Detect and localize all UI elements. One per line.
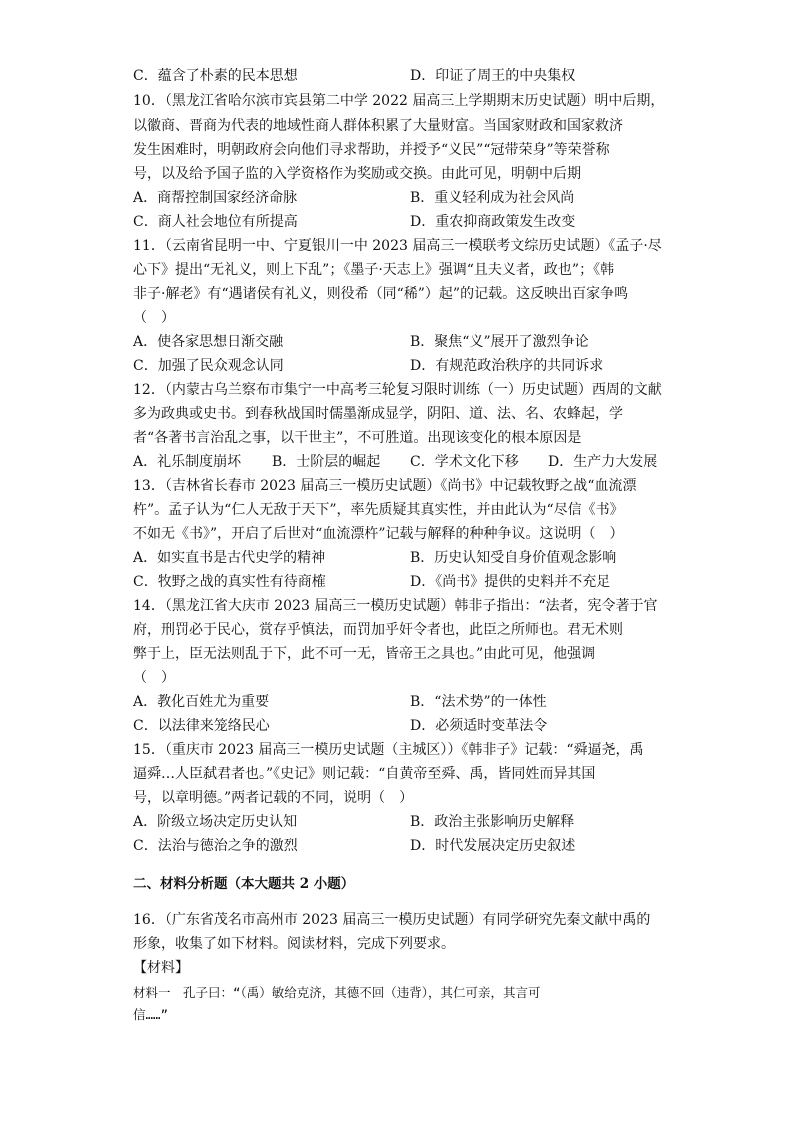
q11-option-c: C．加强了民众观念认同 bbox=[133, 358, 284, 374]
q15-stem-line-1: 15．（重庆市 2023 届高三一模历史试题（主城区））《韩非子》记载：“舜逼尧，禹 bbox=[133, 742, 644, 758]
q15-option-b: B．政治主张影响历史解释 bbox=[410, 814, 575, 830]
q10-option-c: C．商人社会地位有所提高 bbox=[133, 214, 298, 230]
q9-option-c: C．蕴含了朴素的民本思想 bbox=[133, 68, 298, 84]
q16-material-line-2: 信……” bbox=[133, 1007, 169, 1022]
q14-option-a: A．教化百姓尤为重要 bbox=[133, 694, 270, 710]
q13-stem-line-3: 不如无《书》”，开启了后世对“血流漂杵”记载与解释的种种争议。这说明（ ） bbox=[133, 526, 624, 542]
q11-stem-line-3: 非子·解老》有“遇诸侯有礼义，则役希（同“稀”）起”的记载。这反映出百家争鸣 bbox=[133, 286, 629, 302]
q14-stem-line-2: 府，刑罚必于民心，赏存乎慎法，而罚加乎奸令者也，此臣之所师也。君无术则 bbox=[133, 622, 623, 638]
q14-option-b: B．“法术势”的一体性 bbox=[410, 694, 547, 710]
q11-stem-line-1: 11．（云南省昆明一中、宁夏银川一中 2023 届高三一模联考文综历史试题）《孟子·尽 bbox=[133, 238, 662, 254]
q14-stem-line-1: 14．（黑龙江省大庆市 2023 届高三一模历史试题）韩非子指出：“法者，宪令著于官 bbox=[133, 598, 658, 614]
q13-stem-line-2: 杵”。孟子认为“仁人无敌于天下”，率先质疑其真实性，并由此认为“尽信《书》 bbox=[133, 502, 624, 518]
q10-option-a: A．商帮控制国家经济命脉 bbox=[133, 190, 298, 206]
q15-option-d: D．时代发展决定历史叙述 bbox=[410, 838, 576, 854]
q15-stem-line-3: 号，以章明德。”两者记载的不同，说明（ ） bbox=[133, 790, 414, 806]
q10-stem-line-4: 号，以及给予国子监的入学资格作为奖励或交换。由此可见，明朝中后期 bbox=[133, 166, 581, 182]
q13-option-b: B．历史认知受自身价值观念影响 bbox=[410, 550, 617, 566]
q14-option-c: C．以法律来笼络民心 bbox=[133, 718, 270, 734]
q15-option-a: A．阶级立场决定历史认知 bbox=[133, 814, 298, 830]
q16-stem-line-1: 16．（广东省茂名市高州市 2023 届高三一模历史试题）有同学研究先秦文献中禹的 bbox=[133, 912, 651, 928]
q16-stem-line-2: 形象，收集了如下材料。阅读材料，完成下列要求。 bbox=[133, 936, 455, 952]
q16-material-heading: 【材料】 bbox=[133, 960, 189, 976]
q11-option-a: A．使各家思想日渐交融 bbox=[133, 334, 284, 350]
q14-stem-line-4: （ ） bbox=[133, 670, 175, 686]
q10-stem-line-1: 10．（黑龙江省哈尔滨市宾县第二中学 2022 届高三上学期期末历史试题）明中后期， bbox=[133, 93, 665, 109]
q13-option-c: C．牧野之战的真实性有待商榷 bbox=[133, 574, 326, 590]
q10-option-d: D．重农抑商政策发生改变 bbox=[410, 214, 576, 230]
q10-option-b: B．重义轻利成为社会风尚 bbox=[410, 190, 575, 206]
q11-stem-line-4: （ ） bbox=[133, 310, 175, 326]
q13-option-d: D．《尚书》提供的史料并不充足 bbox=[410, 574, 611, 590]
q15-stem-line-2: 逼舜…人臣弑君者也。”《史记》则记载：“自黄帝至舜、禹，皆同姓而异其国 bbox=[133, 766, 596, 782]
q12-stem-line-2: 多为政典或史书。到春秋战国时儒墨渐成显学，阴阳、道、法、名、农蜂起，学 bbox=[133, 406, 623, 422]
q12-option-b: B．士阶层的崛起 bbox=[272, 454, 381, 470]
q12-stem-line-3: 者“各著书言治乱之事，以干世主”，不可胜道。出现该变化的根本原因是 bbox=[133, 430, 582, 446]
q12-option-c: C．学术文化下移 bbox=[410, 454, 519, 470]
q14-stem-line-3: 弊于上，臣无法则乱于下，此不可一无，皆帝王之具也。”由此可见，他强调 bbox=[133, 646, 596, 662]
q9-option-d: D．印证了周王的中央集权 bbox=[410, 68, 576, 84]
q14-option-d: D．必须适时变革法令 bbox=[410, 718, 548, 734]
q10-stem-line-2: 以徽商、晋商为代表的地域性商人群体积累了大量财富。当国家财政和国家救济 bbox=[133, 118, 623, 134]
q12-option-d: D．生产力大发展 bbox=[548, 454, 658, 470]
q13-option-a: A．如实直书是古代史学的精神 bbox=[133, 550, 326, 566]
q15-option-c: C．法治与德治之争的激烈 bbox=[133, 838, 298, 854]
q12-stem-line-1: 12．（内蒙古乌兰察布市集宁一中高考三轮复习限时训练（一）历史试题）西周的文献 bbox=[133, 382, 662, 398]
q11-option-b: B．聚焦“义”展开了激烈争论 bbox=[410, 334, 589, 350]
q11-option-d: D．有规范政治秩序的共同诉求 bbox=[410, 358, 604, 374]
q12-option-a: A．礼乐制度崩坏 bbox=[133, 454, 242, 470]
q16-material-line-1: 材料一 孔子曰：“（禹）敏给克济，其德不回（违背），其仁可亲，其言可 bbox=[133, 985, 541, 1000]
q11-stem-line-2: 心下》提出“无礼义，则上下乱”；《墨子·天志上》强调“且夫义者，政也”；《韩 bbox=[133, 262, 615, 278]
q10-stem-line-3: 发生困难时，明朝政府会向他们寻求帮助，并授予“义民”“冠带荣身”等荣誉称 bbox=[133, 142, 610, 158]
q13-stem-line-1: 13．（吉林省长春市 2023 届高三一模历史试题）《尚书》中记载牧野之战“血流漂 bbox=[133, 478, 637, 494]
section-heading: 二、材料分析题（本大题共 2 小题） bbox=[133, 876, 355, 892]
